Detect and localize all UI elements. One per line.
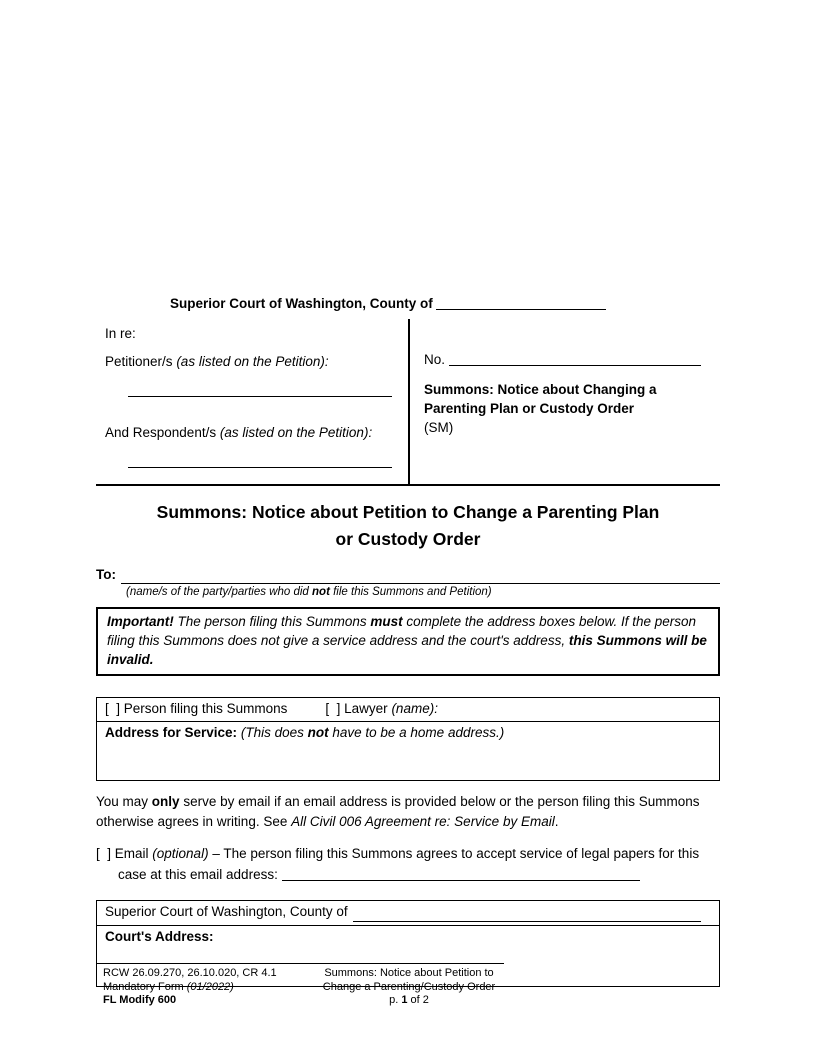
email-option-line [96,843,720,885]
caption-doc-title [424,381,716,438]
footer-form-pre: Mandatory Form [103,980,187,993]
footer-form-date: (01/2022) [186,980,234,993]
petitioner-label: Petitioner/s [105,353,173,369]
important-notice-box [96,607,720,676]
case-number-line [424,351,716,370]
court-heading [96,295,720,314]
footer-center-block [309,967,509,1008]
petitioner-line [105,353,398,372]
footer-form-line [103,981,309,995]
email-para-pre: You may [96,794,152,810]
document-content [96,295,720,987]
to-label: To: [96,566,116,582]
case-caption [96,319,720,486]
caption-parties-column [96,319,410,484]
court-heading-text: Superior Court of Washington, County of [170,296,433,311]
county-blank-line[interactable] [436,295,606,310]
footer-page-num: 1 [401,994,408,1006]
to-note-bold: not [312,586,330,599]
to-note [126,584,720,600]
important-must: must [370,614,403,630]
filer-options-row [97,698,719,722]
court-address-label: Court's Address: [105,929,214,945]
footer-page-number [309,994,509,1008]
lawyer-checkbox[interactable]: [ ] [325,701,341,717]
respondent-line [105,424,398,443]
email-address-blank[interactable] [282,866,640,881]
footer-doc-title-line1: Summons: Notice about Petition to [324,967,494,979]
petitioner-note: (as listed on the Petition): [176,353,329,369]
to-note-pre: (name/s of the party/parties who did [126,586,313,599]
important-warning: this Summons will be invalid. [107,633,707,668]
footer-left-block [96,967,309,1008]
email-para-end: . [554,814,559,830]
respondent-label: And Respondent/s [105,424,217,440]
important-seg1: The person filing this Summons [173,614,371,630]
petitioner-blank-line[interactable] [128,396,392,397]
respondent-note: (as listed on the Petition): [219,424,373,440]
page-title [96,499,720,553]
email-optional-note: (optional) [152,846,209,862]
address-for-service-cell[interactable] [97,722,719,780]
email-agreement-text: – The person filing this Summons agrees to accept service of legal papers for this case at this email address: [118,846,700,883]
page-title-line2: or Custody Order [335,528,481,549]
important-lead: Important! [107,614,174,630]
email-para-citation: All Civil 006 Agreement re: Service by Email [291,814,555,830]
email-service-paragraph [96,792,720,832]
caption-doc-title-line1: Summons: Notice about Changing a [424,381,657,397]
court-county-blank[interactable] [353,907,701,922]
lawyer-option [325,700,438,719]
footer-page-pre: p. [389,994,402,1006]
to-blank-line[interactable] [121,569,720,584]
address-note-bold: not [307,725,329,741]
court-name-row [97,901,719,926]
page-title-line1: Summons: Notice about Petition to Change a Parenting Plan [156,501,660,522]
footer-page-post: of 2 [407,994,429,1006]
case-number-label: No. [424,351,446,367]
address-note-pre: (This does [240,725,308,741]
important-seg2: complete the address boxes below. If the person filing this Summons does not give a service address and the court's address, [107,614,697,649]
caption-doc-title-line2: Parenting Plan or Custody Order [424,400,635,416]
footer-columns [96,964,720,1008]
court-name-label: Superior Court of Washington, County of [105,904,348,920]
case-number-blank[interactable] [449,351,701,366]
email-para-mid: serve by email if an email address is provided below or the person filing this Summons otherwise agrees in writing. See [96,794,700,830]
to-note-post: file this Summons and Petition) [329,586,492,599]
footer-rcw-line: RCW 26.09.270, 26.10.020, CR 4.1 [103,967,277,979]
address-note [241,725,504,740]
address-for-service-table [96,697,720,781]
person-filing-option [105,700,287,719]
email-para-only: only [151,794,180,810]
address-note-post: have to be a home address.) [328,725,505,741]
respondent-blank-line[interactable] [128,467,392,468]
lawyer-name-note: (name): [391,701,438,717]
in-re-label: In re: [105,325,136,341]
email-checkbox[interactable]: [ ] [96,846,112,862]
lawyer-label: Lawyer [344,701,388,717]
footer-form-number: FL Modify 600 [103,994,177,1006]
person-filing-checkbox[interactable]: [ ] [105,701,121,717]
to-line [96,566,720,585]
page-footer [96,963,720,1008]
address-for-service-label: Address for Service: [105,725,238,741]
caption-case-column [410,319,720,484]
person-filing-label: Person filing this Summons [123,701,288,717]
caption-doc-title-suffix: (SM) [424,419,454,435]
footer-doc-title-line2: Change a Parenting/Custody Order [322,980,496,993]
email-label: Email [111,846,153,862]
